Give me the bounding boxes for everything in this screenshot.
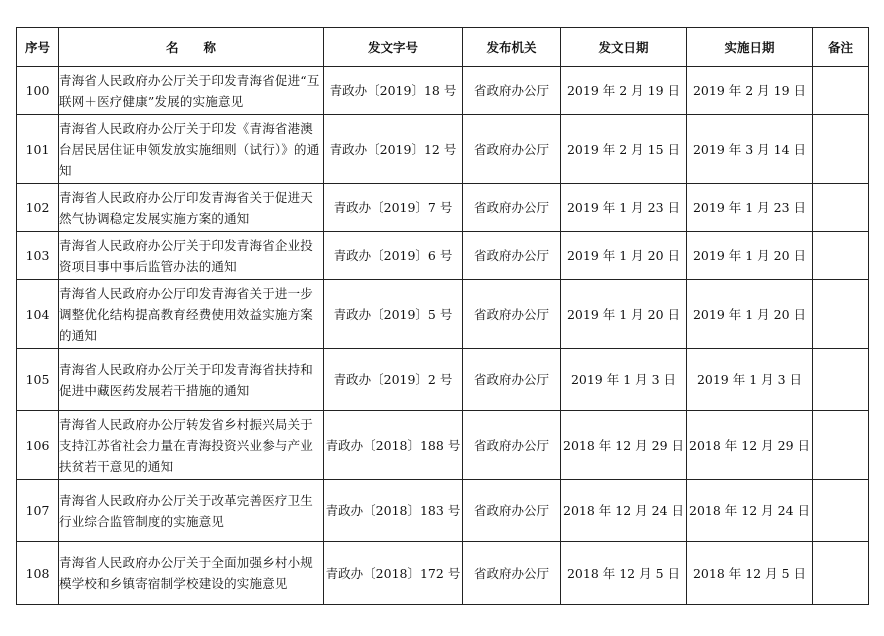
cell-seq: 106	[17, 411, 59, 480]
cell-remark	[813, 184, 869, 232]
cell-doc-no: 青政办〔2018〕188 号	[324, 411, 463, 480]
cell-name: 青海省人民政府办公厅关于印发青海省促进“互联网＋医疗健康”发展的实施意见	[59, 67, 324, 115]
header-row	[17, 28, 869, 67]
table-row	[17, 411, 869, 480]
cell-seq: 101	[17, 115, 59, 184]
table-row	[17, 480, 869, 542]
cell-remark	[813, 542, 869, 605]
cell-effective-date: 2019 年 3 月 14 日	[687, 115, 813, 184]
cell-name: 青海省人民政府办公厅印发青海省关于促进天然气协调稳定发展实施方案的通知	[59, 184, 324, 232]
cell-issue-date: 2018 年 12 月 5 日	[561, 542, 687, 605]
cell-remark	[813, 67, 869, 115]
cell-name: 青海省人民政府办公厅印发青海省关于进一步调整优化结构提高教育经费使用效益实施方案的通知	[59, 280, 324, 349]
cell-issuer: 省政府办公厅	[463, 349, 561, 411]
cell-issuer: 省政府办公厅	[463, 480, 561, 542]
cell-issuer: 省政府办公厅	[463, 184, 561, 232]
cell-issue-date: 2019 年 1 月 23 日	[561, 184, 687, 232]
cell-issue-date: 2018 年 12 月 24 日	[561, 480, 687, 542]
cell-seq: 102	[17, 184, 59, 232]
cell-issuer: 省政府办公厅	[463, 115, 561, 184]
table-row	[17, 542, 869, 605]
cell-issue-date: 2019 年 1 月 20 日	[561, 280, 687, 349]
cell-issue-date: 2019 年 2 月 19 日	[561, 67, 687, 115]
header-effective-date: 实施日期	[687, 28, 813, 67]
cell-remark	[813, 280, 869, 349]
cell-doc-no: 青政办〔2019〕18 号	[324, 67, 463, 115]
header-issue-date: 发文日期	[561, 28, 687, 67]
cell-name: 青海省人民政府办公厅关于印发《青海省港澳台居民居住证申领发放实施细则（试行）》的通知	[59, 115, 324, 184]
cell-remark	[813, 115, 869, 184]
cell-effective-date: 2018 年 12 月 24 日	[687, 480, 813, 542]
cell-name: 青海省人民政府办公厅关于印发青海省企业投资项目事中事后监管办法的通知	[59, 232, 324, 280]
cell-doc-no: 青政办〔2018〕183 号	[324, 480, 463, 542]
cell-name: 青海省人民政府办公厅转发省乡村振兴局关于支持江苏省社会力量在青海投资兴业参与产业扶贫若干意见的通知	[59, 411, 324, 480]
cell-issuer: 省政府办公厅	[463, 280, 561, 349]
cell-doc-no: 青政办〔2018〕172 号	[324, 542, 463, 605]
cell-seq: 107	[17, 480, 59, 542]
regulations-table	[16, 27, 869, 605]
cell-name: 青海省人民政府办公厅关于全面加强乡村小规模学校和乡镇寄宿制学校建设的实施意见	[59, 542, 324, 605]
cell-effective-date: 2019 年 1 月 20 日	[687, 280, 813, 349]
cell-seq: 108	[17, 542, 59, 605]
table-row	[17, 115, 869, 184]
table-row	[17, 280, 869, 349]
cell-remark	[813, 232, 869, 280]
cell-seq: 105	[17, 349, 59, 411]
cell-remark	[813, 349, 869, 411]
cell-doc-no: 青政办〔2019〕12 号	[324, 115, 463, 184]
table-row	[17, 67, 869, 115]
header-remark: 备注	[813, 28, 869, 67]
table-row	[17, 349, 869, 411]
cell-issue-date: 2019 年 2 月 15 日	[561, 115, 687, 184]
cell-effective-date: 2018 年 12 月 5 日	[687, 542, 813, 605]
table-row	[17, 184, 869, 232]
cell-doc-no: 青政办〔2019〕5 号	[324, 280, 463, 349]
cell-doc-no: 青政办〔2019〕6 号	[324, 232, 463, 280]
table-row	[17, 232, 869, 280]
cell-effective-date: 2018 年 12 月 29 日	[687, 411, 813, 480]
cell-remark	[813, 480, 869, 542]
cell-issue-date: 2019 年 1 月 3 日	[561, 349, 687, 411]
header-issuer: 发布机关	[463, 28, 561, 67]
header-doc-no: 发文字号	[324, 28, 463, 67]
header-seq: 序号	[17, 28, 59, 67]
cell-issue-date: 2019 年 1 月 20 日	[561, 232, 687, 280]
cell-issuer: 省政府办公厅	[463, 67, 561, 115]
cell-doc-no: 青政办〔2019〕2 号	[324, 349, 463, 411]
cell-seq: 103	[17, 232, 59, 280]
cell-issue-date: 2018 年 12 月 29 日	[561, 411, 687, 480]
cell-name: 青海省人民政府办公厅关于印发青海省扶持和促进中藏医药发展若干措施的通知	[59, 349, 324, 411]
cell-effective-date: 2019 年 1 月 20 日	[687, 232, 813, 280]
cell-seq: 104	[17, 280, 59, 349]
cell-effective-date: 2019 年 1 月 23 日	[687, 184, 813, 232]
cell-issuer: 省政府办公厅	[463, 542, 561, 605]
cell-issuer: 省政府办公厅	[463, 411, 561, 480]
header-name: 名 称	[59, 28, 324, 67]
cell-remark	[813, 411, 869, 480]
cell-effective-date: 2019 年 2 月 19 日	[687, 67, 813, 115]
cell-effective-date: 2019 年 1 月 3 日	[687, 349, 813, 411]
cell-seq: 100	[17, 67, 59, 115]
cell-issuer: 省政府办公厅	[463, 232, 561, 280]
cell-name: 青海省人民政府办公厅关于改革完善医疗卫生行业综合监管制度的实施意见	[59, 480, 324, 542]
cell-doc-no: 青政办〔2019〕7 号	[324, 184, 463, 232]
